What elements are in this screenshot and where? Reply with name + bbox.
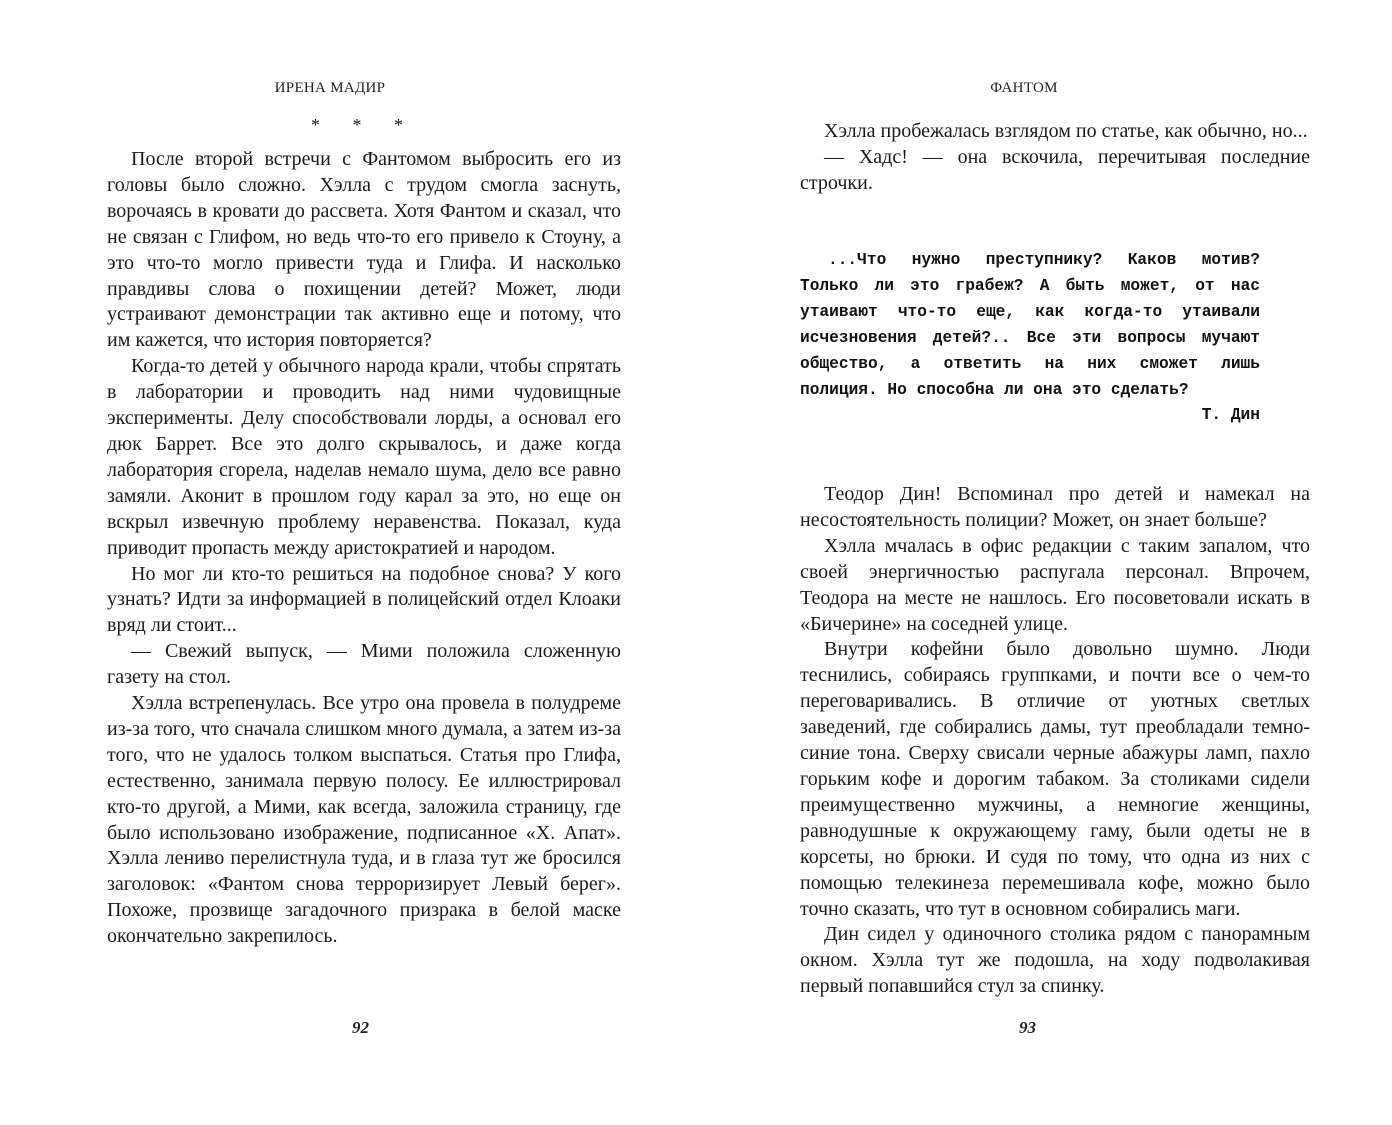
paragraph: После второй встречи с Фантомом выбросить его из головы было сложно. Хэлла с трудом смогла заснуть, ворочаясь в кровати до рассвета. Хотя Фантом и сказал, что не связан с Глифом, но ведь что-то его привело к Стоуну, а это что-то могло привести туда и Глифа. И насколько правдивы слова о похищении детей? Может, люди устраивают демонстрации так активно еще и потому, что им кажется, что история повторяется? [107, 148, 621, 352]
page-number: 92 [352, 1018, 369, 1037]
running-head-author: ИРЕНА МАДИР [274, 80, 386, 96]
paragraph: Хэлла пробежалась взглядом по статье, как обычно, но... [824, 120, 1308, 142]
quote-text: ...Что нужно преступнику? Каков мотив? Только ли это грабеж? А быть может, от нас утаивают что-то еще, как когда-то утаивали исчезновения детей?.. Все эти вопросы мучают общество, а ответить на них сможет лишь полиция. Но способна ли она это сделать? [800, 251, 1260, 399]
right-page-text-bottom [800, 482, 1310, 1000]
paragraph: Когда-то детей у обычного народа крали, чтобы спрятать в лаборатории и проводить над ними чудовищные эксперименты. Делу способствовали лорды, а основал его дюк Баррет. Все это долго скрывалось, и даже когда лаборатория сгорела, наделав немало шума, дело все равно замяли. Аконит в прошлом году карал за это, но еще он вскрыл извечную проблему неравенства. Показал, куда приводит пропасть между аристократией и народом. [107, 355, 621, 559]
paragraph: Дин сидел у одиночного столика рядом с панорамным окном. Хэлла тут же подошла, на ходу подволакивая первый попавшийся стул за спинку. [800, 923, 1310, 998]
paragraph: Но мог ли кто-то решиться на подобное снова? У кого узнать? Идти за информацией в полицейский отдел Клоаки вряд ли стоит... [107, 562, 621, 637]
paragraph: Хэлла встрепенулась. Все утро она провела в полудреме из-за того, что сначала слишком много думала, а затем из-за того, что не удалось толком выспаться. Статья про Глифа, естественно, занимала первую полосу. Ее иллюстрировал кто-то другой, а Мими, как всегда, заложила страницу, где было использовано изображение, подписанное «Х. Апат». Хэлла лениво перелистнула туда, и в глаза тут же бросился заголовок: «Фантом снова терроризирует Левый берег». Похоже, прозвище загадочного призрака в белой маске окончательно закрепилось. [107, 692, 621, 948]
paragraph: Теодор Дин! Вспоминал про детей и намекал на несостоятельность полиции? Может, он знает больше? [800, 483, 1310, 531]
quote-signature: Т. Дин [1201, 406, 1260, 425]
right-page-text-top [800, 119, 1310, 197]
paragraph: — Хадс! — она вскочила, перечитывая последние строчки. [800, 145, 1310, 194]
right-page [696, 0, 1392, 1125]
paragraph: — Свежий выпуск, — Мими положила сложенную газету на стол. [107, 640, 621, 689]
newspaper-quote [800, 248, 1260, 429]
paragraph: Хэлла мчалась в офис редакции с таким запалом, что своей энергичностью распугала персонал. Впрочем, Теодора на месте не нашлось. Его посоветовали искать в «Бичерине» на соседней улице. [800, 534, 1310, 635]
running-head-title: ФАНТОМ [990, 80, 1058, 96]
left-page-text [107, 147, 621, 950]
page-number: 93 [1019, 1018, 1036, 1037]
section-separator: * * * [311, 115, 417, 135]
paragraph: Внутри кофейни было довольно шумно. Люди теснились, собираясь группками, и почти все о чем-то переговаривались. В отличие от уютных светлых заведений, где собирались дамы, тут преобладали темно-синие тона. Сверху свисали черные абажуры ламп, пахло горьким кофе и дорогим табаком. За столиками сидели преимущественно мужчины, а немногие женщины, равнодушные к окружающему гаму, были одеты не в корсеты, но брюки. И судя по тому, что одна из них с помощью телекинеза перемешивала кофе, можно было точно сказать, что тут в основном собирались маги. [800, 638, 1310, 920]
